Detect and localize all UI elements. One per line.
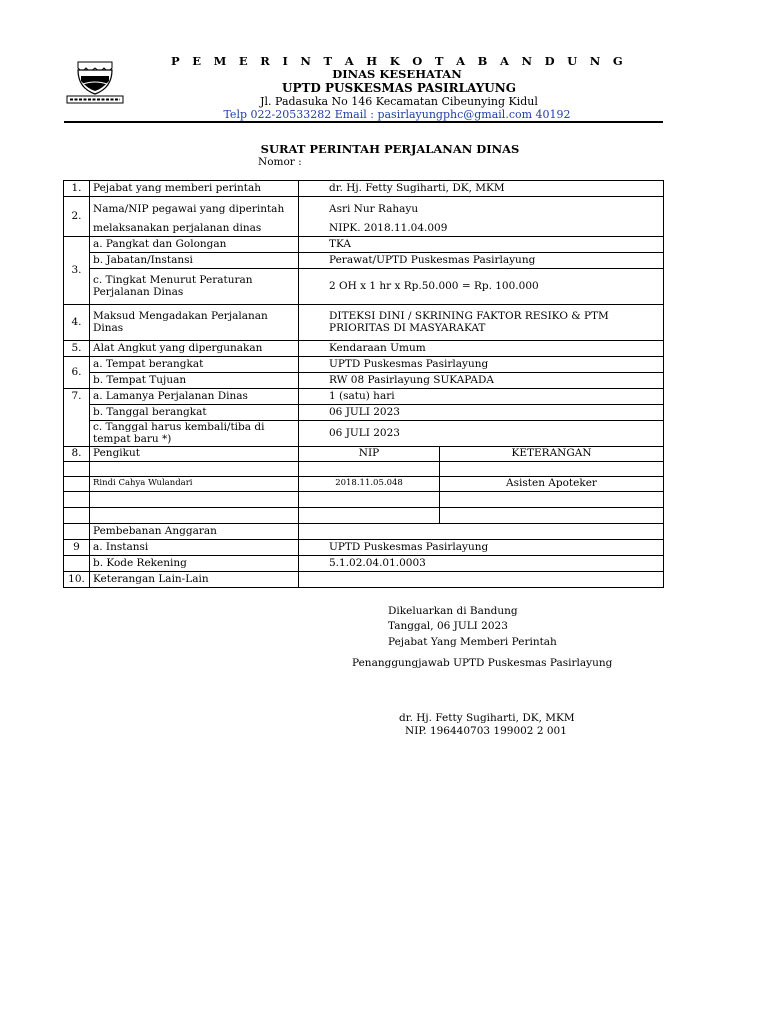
row-value: Asri Nur Rahayu — [299, 197, 664, 223]
row-label: melaksanakan perjalanan dinas — [90, 223, 299, 237]
signer-nip: NIP. 196440703 199002 2 001 — [405, 725, 567, 737]
empty-cell — [90, 462, 299, 477]
row-value: 5.1.02.04.01.0003 — [299, 556, 664, 572]
empty-cell — [64, 508, 90, 524]
header-contact: Telp 022-20533282 Email : pasirlayungphc@gmail.com 40192 — [223, 108, 571, 121]
row-label: Keterangan Lain-Lain — [90, 572, 299, 588]
row-label: b. Tempat Tujuan — [90, 373, 299, 389]
empty-cell — [440, 492, 664, 508]
column-header-keterangan: KETERANGAN — [440, 447, 664, 462]
row-number: 3. — [64, 237, 90, 305]
row-number: 9 — [64, 540, 90, 556]
follower-keterangan: Asisten Apoteker — [440, 477, 664, 492]
document-number-label: Nomor : — [258, 156, 302, 168]
empty-cell — [299, 524, 664, 540]
travel-order-table — [63, 180, 664, 588]
row-value: UPTD Puskesmas Pasirlayung — [299, 540, 664, 556]
empty-cell — [64, 477, 90, 492]
table-row — [64, 421, 664, 447]
row-value: 1 (satu) hari — [299, 389, 664, 405]
row-label: Pembebanan Anggaran — [90, 524, 299, 540]
row-number: 7. — [64, 389, 90, 447]
row-label: Nama/NIP pegawai yang diperintah — [90, 197, 299, 223]
row-value: 06 JULI 2023 — [299, 421, 664, 447]
table-row — [64, 556, 664, 572]
table-row — [64, 405, 664, 421]
follower-name: Rindi Cahya Wulandari — [90, 477, 299, 492]
table-row — [64, 181, 664, 197]
table-row — [64, 357, 664, 373]
table-row — [64, 341, 664, 357]
header-institution: UPTD PUSKESMAS PASIRLAYUNG — [282, 81, 516, 95]
row-label: c. Tanggal harus kembali/tiba di tempat baru *) — [90, 421, 299, 447]
table-row — [64, 223, 664, 237]
header-department: DINAS KESEHATAN — [332, 67, 462, 81]
row-label: Maksud Mengadakan Perjalanan Dinas — [90, 305, 299, 341]
table-row — [64, 508, 664, 524]
empty-cell — [90, 508, 299, 524]
row-label: b. Jabatan/Instansi — [90, 253, 299, 269]
table-row — [64, 462, 664, 477]
empty-cell — [64, 524, 90, 540]
empty-cell — [90, 492, 299, 508]
empty-cell — [64, 556, 90, 572]
column-header-nip: NIP — [299, 447, 440, 462]
row-value: 2 OH x 1 hr x Rp.50.000 = Rp. 100.000 — [299, 269, 664, 305]
row-value: NIPK. 2018.11.04.009 — [299, 223, 664, 237]
follower-nip: 2018.11.05.048 — [299, 477, 440, 492]
table-row — [64, 389, 664, 405]
row-number: 8. — [64, 447, 90, 462]
row-label: a. Tempat berangkat — [90, 357, 299, 373]
table-row — [64, 253, 664, 269]
header-address: Jl. Padasuka No 146 Kecamatan Cibeunying Kidul — [260, 95, 538, 108]
row-number: 10. — [64, 572, 90, 588]
empty-cell — [299, 508, 440, 524]
row-value: DITEKSI DINI / SKRINING FAKTOR RESIKO & PTM PRIORITAS DI MASYARAKAT — [299, 305, 664, 341]
empty-cell — [299, 492, 440, 508]
row-number: 4. — [64, 305, 90, 341]
signer-position: Penanggungjawab UPTD Puskesmas Pasirlayung — [352, 657, 613, 669]
signer-name: dr. Hj. Fetty Sugiharti, DK, MKM — [399, 712, 575, 724]
empty-cell — [299, 462, 440, 477]
row-label: Alat Angkut yang dipergunakan — [90, 341, 299, 357]
row-value — [299, 572, 664, 588]
empty-cell — [440, 462, 664, 477]
table-row — [64, 572, 664, 588]
row-label: Pejabat yang memberi perintah — [90, 181, 299, 197]
table-row — [64, 447, 664, 462]
row-number: 2. — [64, 197, 90, 237]
empty-cell — [64, 462, 90, 477]
row-number: 5. — [64, 341, 90, 357]
document-title: SURAT PERINTAH PERJALANAN DINAS — [260, 142, 520, 156]
row-value: Perawat/UPTD Puskesmas Pasirlayung — [299, 253, 664, 269]
row-value: Kendaraan Umum — [299, 341, 664, 357]
row-label: a. Instansi — [90, 540, 299, 556]
row-value: TKA — [299, 237, 664, 253]
row-label: a. Lamanya Perjalanan Dinas — [90, 389, 299, 405]
row-label: a. Pangkat dan Golongan — [90, 237, 299, 253]
row-value: dr. Hj. Fetty Sugiharti, DK, MKM — [299, 181, 664, 197]
table-row — [64, 373, 664, 389]
row-label: b. Tanggal berangkat — [90, 405, 299, 421]
table-row — [64, 540, 664, 556]
table-row — [64, 524, 664, 540]
empty-cell — [440, 508, 664, 524]
table-row — [64, 305, 664, 341]
row-value: RW 08 Pasirlayung SUKAPADA — [299, 373, 664, 389]
row-value: 06 JULI 2023 — [299, 405, 664, 421]
row-number: 6. — [64, 357, 90, 389]
table-row — [64, 269, 664, 305]
table-row — [64, 237, 664, 253]
table-row — [64, 477, 664, 492]
row-number: 1. — [64, 181, 90, 197]
table-row — [64, 197, 664, 223]
signer-role: Pejabat Yang Memberi Perintah — [388, 636, 557, 648]
row-label: b. Kode Rekening — [90, 556, 299, 572]
table-row — [64, 492, 664, 508]
header-divider — [64, 121, 663, 123]
row-label: c. Tingkat Menurut Peraturan Perjalanan Dinas — [90, 269, 299, 305]
header-government: P E M E R I N T A H K O T A B A N D U N G — [170, 54, 628, 68]
row-label: Pengikut — [90, 447, 299, 462]
issued-place: Dikeluarkan di Bandung — [388, 605, 518, 617]
empty-cell — [64, 492, 90, 508]
row-value: UPTD Puskesmas Pasirlayung — [299, 357, 664, 373]
issued-date: Tanggal, 06 JULI 2023 — [388, 620, 508, 632]
